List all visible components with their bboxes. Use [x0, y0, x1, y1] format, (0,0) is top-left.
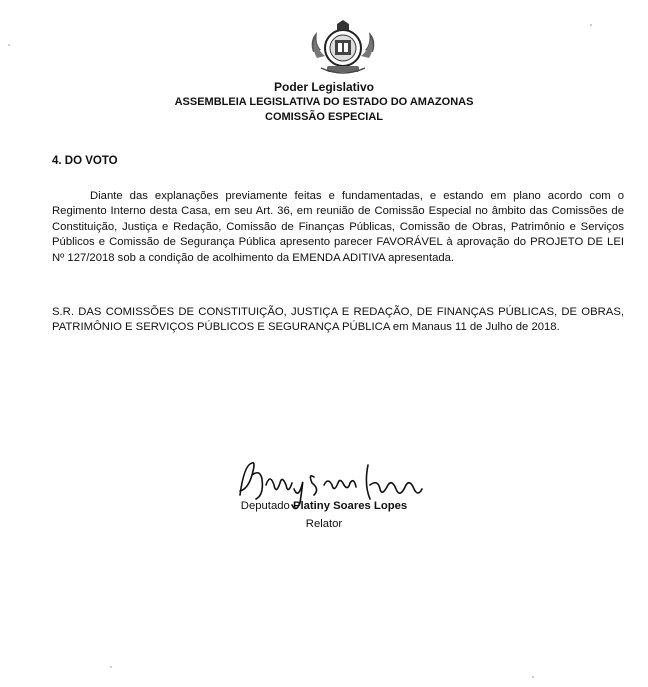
signature-line [0, 500, 648, 512]
section-title: 4. DO VOTO [52, 155, 118, 167]
header-line-3: COMISSÃO ESPECIAL [265, 111, 383, 123]
scan-speck [590, 24, 592, 26]
scan-speck [8, 44, 10, 46]
body-paragraph-2: S.R. DAS COMISSÕES DE CONSTITUIÇÃO, JUSTIÇA E REDAÇÃO, DE FINANÇAS PÚBLICAS, DE OBRAS, PATRIMÔNIO E SERVIÇOS PÚBLICOS E SEGURANÇA PÚBLICA em Manaus 11 de Julho de 2018. [52, 306, 624, 334]
scan-speck [110, 666, 112, 668]
signature-prefix: Deputado [240, 500, 293, 512]
signatory-role: Relator [305, 518, 343, 530]
header-line-1: Poder Legislativo [273, 80, 375, 94]
body-paragraph-1: Diante das explanações previamente feitas e fundamentadas, e estando em plano acordo com o Regimento Interno desta Casa, em seu Art. 36, em reunião de Comissão Especial no âmbito das Comissões de Constituição, Justiça e Redação, Comissão de Finanças Públicas, Comissão de Obras, Patrimônio e Serviços Públicos e Comissão de Segurança Pública apresento parecer FAVORÁVEL à aprovação do PROJETO DE LEI Nº 127/2018 sob a condição de acolhimento da EMENDA ADITIVA apresentada. [52, 190, 624, 264]
state-seal-icon [307, 18, 379, 78]
document-header [0, 80, 648, 125]
header-line-2: ASSEMBLEIA LEGISLATIVA DO ESTADO DO AMAZONAS [174, 96, 474, 108]
signatory-name: Platiny Soares Lopes [292, 500, 408, 512]
scan-speck [532, 676, 534, 678]
